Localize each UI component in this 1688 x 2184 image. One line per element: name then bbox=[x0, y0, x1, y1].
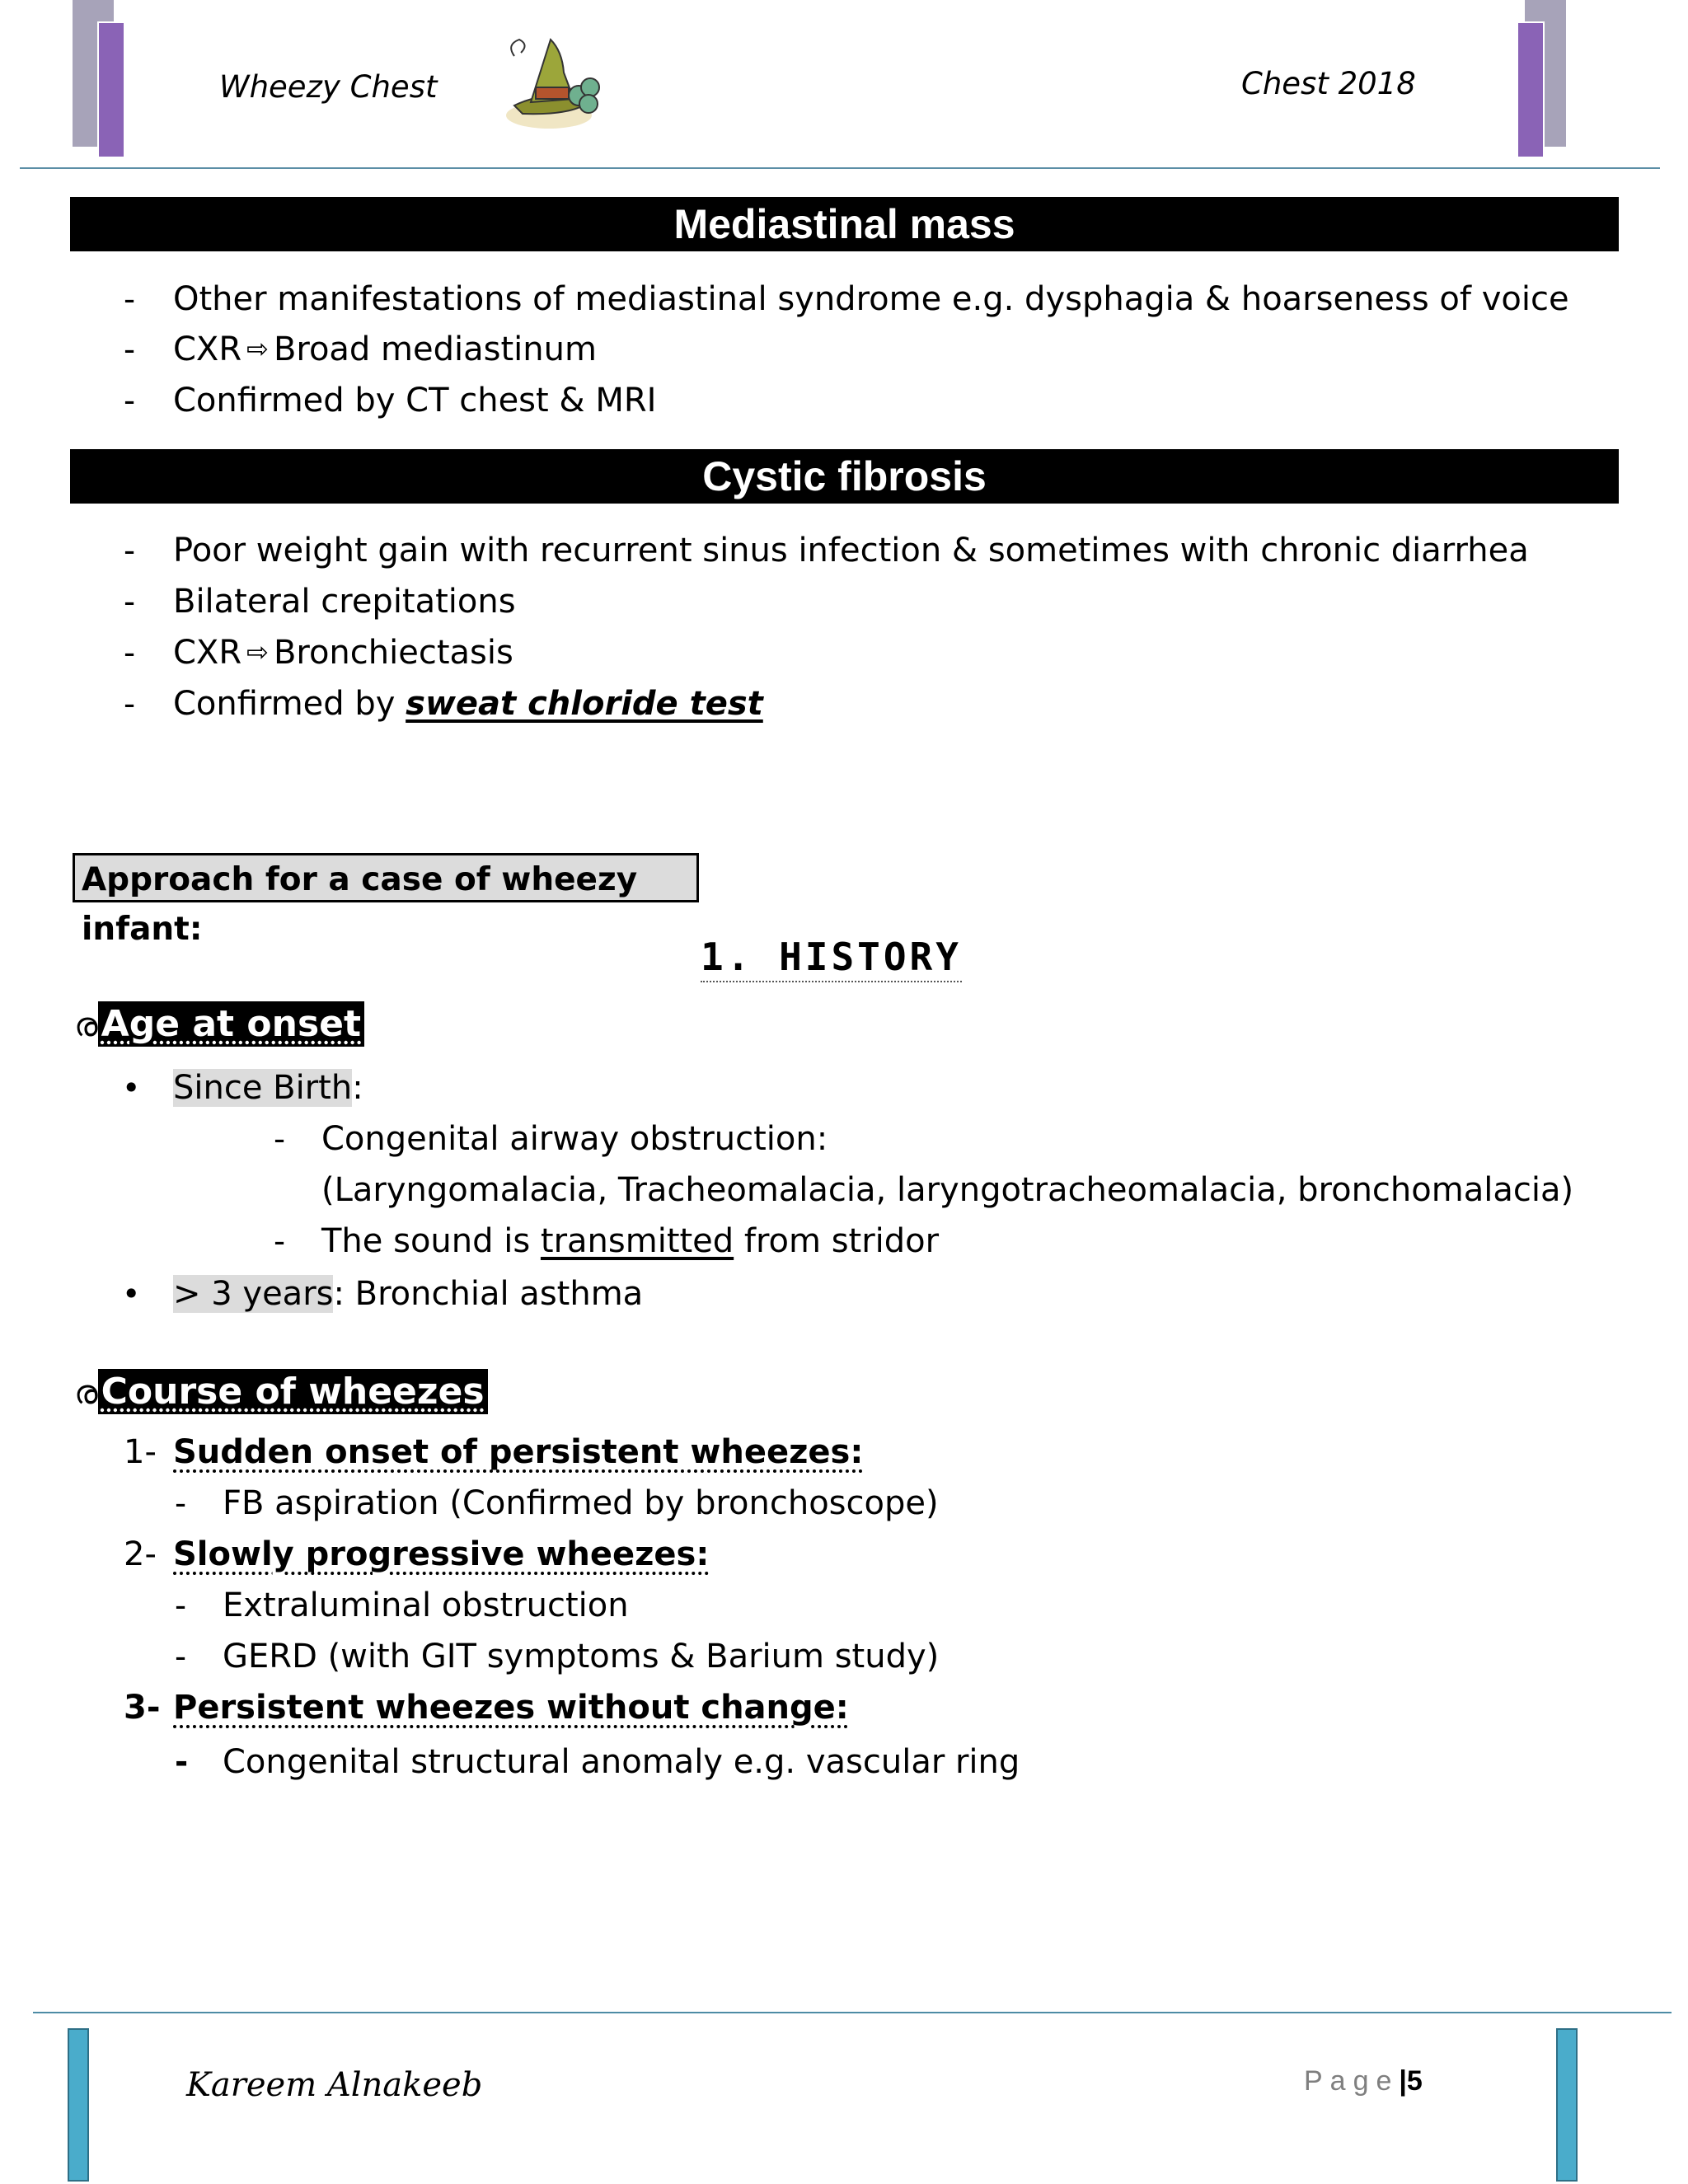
arrow-right-icon: ⇨ bbox=[246, 636, 269, 668]
dash-marker: - bbox=[175, 1744, 189, 1781]
dash-marker: - bbox=[124, 281, 136, 318]
section-title-cystic: Cystic fibrosis bbox=[70, 449, 1619, 504]
swirl-icon: ര bbox=[74, 1006, 98, 1044]
list-item: FB aspiration (Confirmed by bronchoscope) bbox=[223, 1484, 939, 1522]
list-item bbox=[124, 384, 135, 417]
dash-marker: - bbox=[124, 331, 136, 368]
list-item bbox=[321, 1222, 940, 1260]
page-separator: | bbox=[1399, 2065, 1407, 2097]
bullet-item bbox=[173, 1069, 363, 1107]
since-birth-label: Since Birth bbox=[173, 1069, 353, 1107]
list-item bbox=[124, 283, 135, 316]
page-number: 5 bbox=[1406, 2065, 1423, 2097]
item-text: The sound is bbox=[321, 1222, 541, 1260]
witch-hat-clover-icon bbox=[498, 23, 605, 134]
dash-marker: - bbox=[124, 583, 136, 621]
over-3-years-label: > 3 years bbox=[173, 1275, 334, 1313]
list-item bbox=[274, 1121, 286, 1158]
numbered-item: 3- bbox=[124, 1689, 161, 1727]
footer-rule bbox=[33, 2012, 1672, 2013]
dash-marker: - bbox=[124, 635, 136, 672]
page-label: Page bbox=[1304, 2065, 1400, 2097]
dash-marker: - bbox=[274, 1121, 286, 1158]
arrow-right-icon: ⇨ bbox=[246, 333, 269, 364]
history-heading: 1. HISTORY bbox=[701, 935, 962, 982]
colon: : bbox=[352, 1069, 363, 1107]
dash-marker: - bbox=[175, 1587, 187, 1624]
list-item: Congenital structural anomaly e.g. vascular ring bbox=[223, 1743, 1020, 1781]
bullet-item bbox=[173, 1275, 644, 1313]
course-heading-row bbox=[74, 1371, 488, 1413]
bullet-item bbox=[122, 1277, 140, 1310]
header-deco-left-inner bbox=[97, 21, 125, 158]
item-text: CXR bbox=[173, 634, 242, 672]
item-text: CXR bbox=[173, 330, 242, 368]
list-item bbox=[124, 583, 136, 621]
list-item bbox=[274, 1225, 285, 1258]
course-subheading: Slowly progressive wheezes: bbox=[173, 1535, 710, 1573]
list-item bbox=[173, 634, 513, 672]
bullet-item bbox=[122, 1071, 140, 1104]
bullet-marker: • bbox=[122, 1276, 141, 1312]
page-indicator bbox=[1304, 2065, 1423, 2097]
numbered-item: 2- bbox=[124, 1535, 157, 1573]
list-item: Congenital airway obstruction: bbox=[321, 1120, 828, 1158]
age-heading: Age at onset bbox=[98, 1001, 364, 1047]
list-item bbox=[175, 1640, 186, 1673]
header-right-title: Chest 2018 bbox=[1241, 66, 1416, 101]
approach-box: Approach for a case of wheezy infant: bbox=[73, 853, 699, 902]
list-item bbox=[175, 1487, 186, 1520]
numbered-item: 1- bbox=[124, 1433, 157, 1471]
course-subheading: Persistent wheezes without change: bbox=[173, 1689, 849, 1727]
list-item: (Laryngomalacia, Tracheomalacia, laryngotracheomalacia, bronchomalacia) bbox=[321, 1171, 1574, 1209]
header-left-title: Wheezy Chest bbox=[219, 69, 438, 105]
course-heading: Course of wheezes bbox=[98, 1369, 488, 1414]
item-text: : Bronchial asthma bbox=[333, 1275, 644, 1313]
list-item bbox=[124, 333, 135, 366]
course-subheading: Sudden onset of persistent wheezes: bbox=[173, 1433, 864, 1471]
header-deco-right-inner bbox=[1517, 21, 1545, 158]
bullet-marker: • bbox=[122, 1070, 141, 1106]
dash-marker: - bbox=[124, 382, 136, 419]
dash-marker: - bbox=[274, 1223, 286, 1260]
list-item: Extraluminal obstruction bbox=[223, 1586, 629, 1624]
list-item bbox=[175, 1746, 188, 1779]
dash-marker: - bbox=[124, 686, 136, 723]
sweat-chloride-test: sweat chloride test bbox=[406, 685, 763, 723]
footer-deco-left bbox=[68, 2028, 89, 2182]
list-item bbox=[173, 330, 597, 368]
transmitted-word: transmitted bbox=[540, 1222, 734, 1260]
dash-marker: - bbox=[175, 1638, 187, 1675]
dash-marker: - bbox=[175, 1485, 187, 1522]
list-item: Confirmed by CT chest & MRI bbox=[173, 382, 657, 419]
list-item: GERD (with GIT symptoms & Barium study) bbox=[223, 1638, 940, 1675]
list-item bbox=[124, 534, 135, 567]
age-heading-row bbox=[74, 1004, 364, 1046]
list-item bbox=[124, 635, 136, 672]
list-item bbox=[173, 685, 763, 723]
item-text: Bronchiectasis bbox=[273, 634, 513, 672]
footer-deco-right bbox=[1556, 2028, 1578, 2182]
dash-marker: - bbox=[124, 532, 136, 569]
section-title-mediastinal: Mediastinal mass bbox=[70, 197, 1619, 251]
list-item: Other manifestations of mediastinal syndrome e.g. dysphagia & hoarseness of voice bbox=[173, 280, 1569, 318]
swirl-icon: ര bbox=[74, 1374, 98, 1412]
list-item: Poor weight gain with recurrent sinus infection & sometimes with chronic diarrhea bbox=[173, 532, 1529, 569]
header-rule bbox=[20, 167, 1660, 169]
list-item: Bilateral crepitations bbox=[173, 583, 516, 621]
footer-author: Kareem Alnakeeb bbox=[186, 2066, 483, 2104]
item-text: Broad mediastinum bbox=[273, 330, 597, 368]
item-text: Confirmed by bbox=[173, 685, 406, 723]
list-item bbox=[175, 1589, 186, 1622]
item-text: from stridor bbox=[734, 1222, 940, 1260]
list-item bbox=[124, 686, 136, 723]
